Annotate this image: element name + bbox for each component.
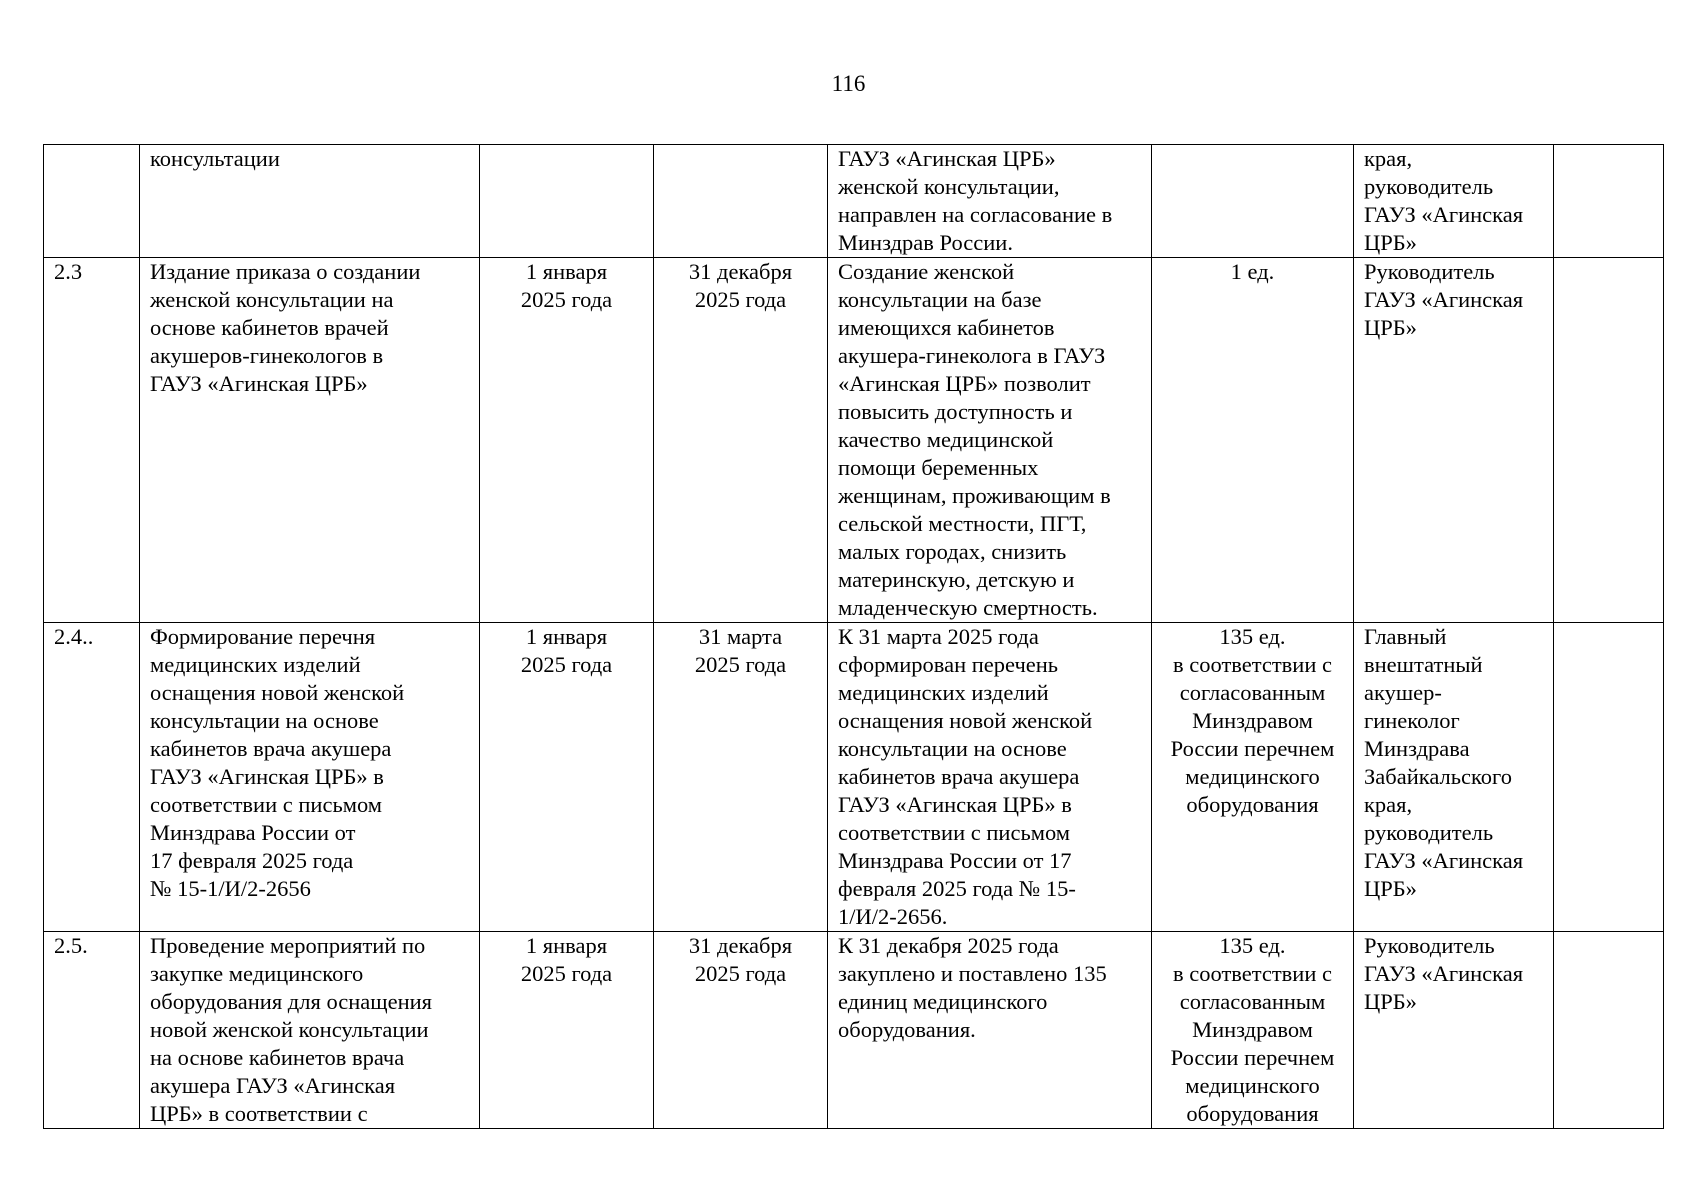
result-cell: К 31 декабря 2025 года закуплено и поставлено 135 единиц медицинского оборудования.	[828, 932, 1152, 1129]
end-date-cell: 31 марта 2025 года	[654, 623, 828, 932]
activity-cell: Проведение мероприятий по закупке медицинского оборудования для оснащения новой женской консультации на основе кабинетов врача акушера ГАУЗ «Агинская ЦРБ» в соответствии с	[140, 932, 480, 1129]
indicator-cell	[1152, 145, 1354, 258]
start-date-cell	[480, 145, 654, 258]
end-date-cell	[654, 145, 828, 258]
start-date-cell: 1 января 2025 года	[480, 932, 654, 1129]
activity-cell: Издание приказа о создании женской консультации на основе кабинетов врачей акушеров-гинекологов в ГАУЗ «Агинская ЦРБ»	[140, 258, 480, 623]
responsible-cell: Главный внештатный акушер- гинеколог Минздрава Забайкальского края, руководитель ГАУЗ «Агинская ЦРБ»	[1354, 623, 1554, 932]
start-date-cell: 1 января 2025 года	[480, 623, 654, 932]
result-cell: ГАУЗ «Агинская ЦРБ» женской консультации, направлен на согласование в Минздрав России.	[828, 145, 1152, 258]
extra-cell	[1554, 623, 1664, 932]
result-cell: К 31 марта 2025 года сформирован перечень медицинских изделий оснащения новой женской консультации на основе кабинетов врача акушера ГАУЗ «Агинская ЦРБ» в соответствии с письмом Минздрава России от 17 февраля 2025 года № 15- 1/И/2-2656.	[828, 623, 1152, 932]
activity-plan-table	[43, 144, 1664, 1129]
table-row	[44, 932, 1664, 1129]
responsible-cell: края, руководитель ГАУЗ «Агинская ЦРБ»	[1354, 145, 1554, 258]
indicator-cell: 1 ед.	[1152, 258, 1354, 623]
table-row	[44, 145, 1664, 258]
page-number: 116	[831, 71, 866, 96]
responsible-cell: Руководитель ГАУЗ «Агинская ЦРБ»	[1354, 932, 1554, 1129]
row-number-cell: 2.5.	[44, 932, 140, 1129]
activity-cell: консультации	[140, 145, 480, 258]
responsible-cell: Руководитель ГАУЗ «Агинская ЦРБ»	[1354, 258, 1554, 623]
end-date-cell: 31 декабря 2025 года	[654, 932, 828, 1129]
indicator-cell: 135 ед. в соответствии с согласованным Минздравом России перечнем медицинского оборудования	[1152, 932, 1354, 1129]
end-date-cell: 31 декабря 2025 года	[654, 258, 828, 623]
result-cell: Создание женской консультации на базе имеющихся кабинетов акушера-гинеколога в ГАУЗ «Агинская ЦРБ» позволит повысить доступность и качество медицинской помощи беременных женщинам, проживающим в сельской местности, ПГТ, малых городах, снизить материнскую, детскую и младенческую смертность.	[828, 258, 1152, 623]
row-number-cell	[44, 145, 140, 258]
row-number-cell: 2.4..	[44, 623, 140, 932]
table-row	[44, 258, 1664, 623]
extra-cell	[1554, 932, 1664, 1129]
activity-cell: Формирование перечня медицинских изделий оснащения новой женской консультации на основе кабинетов врача акушера ГАУЗ «Агинская ЦРБ» в соответствии с письмом Минздрава России от 17 февраля 2025 года № 15-1/И/2-2656	[140, 623, 480, 932]
table-row	[44, 623, 1664, 932]
start-date-cell: 1 января 2025 года	[480, 258, 654, 623]
indicator-cell: 135 ед. в соответствии с согласованным Минздравом России перечнем медицинского оборудования	[1152, 623, 1354, 932]
row-number-cell: 2.3	[44, 258, 140, 623]
extra-cell	[1554, 258, 1664, 623]
extra-cell	[1554, 145, 1664, 258]
